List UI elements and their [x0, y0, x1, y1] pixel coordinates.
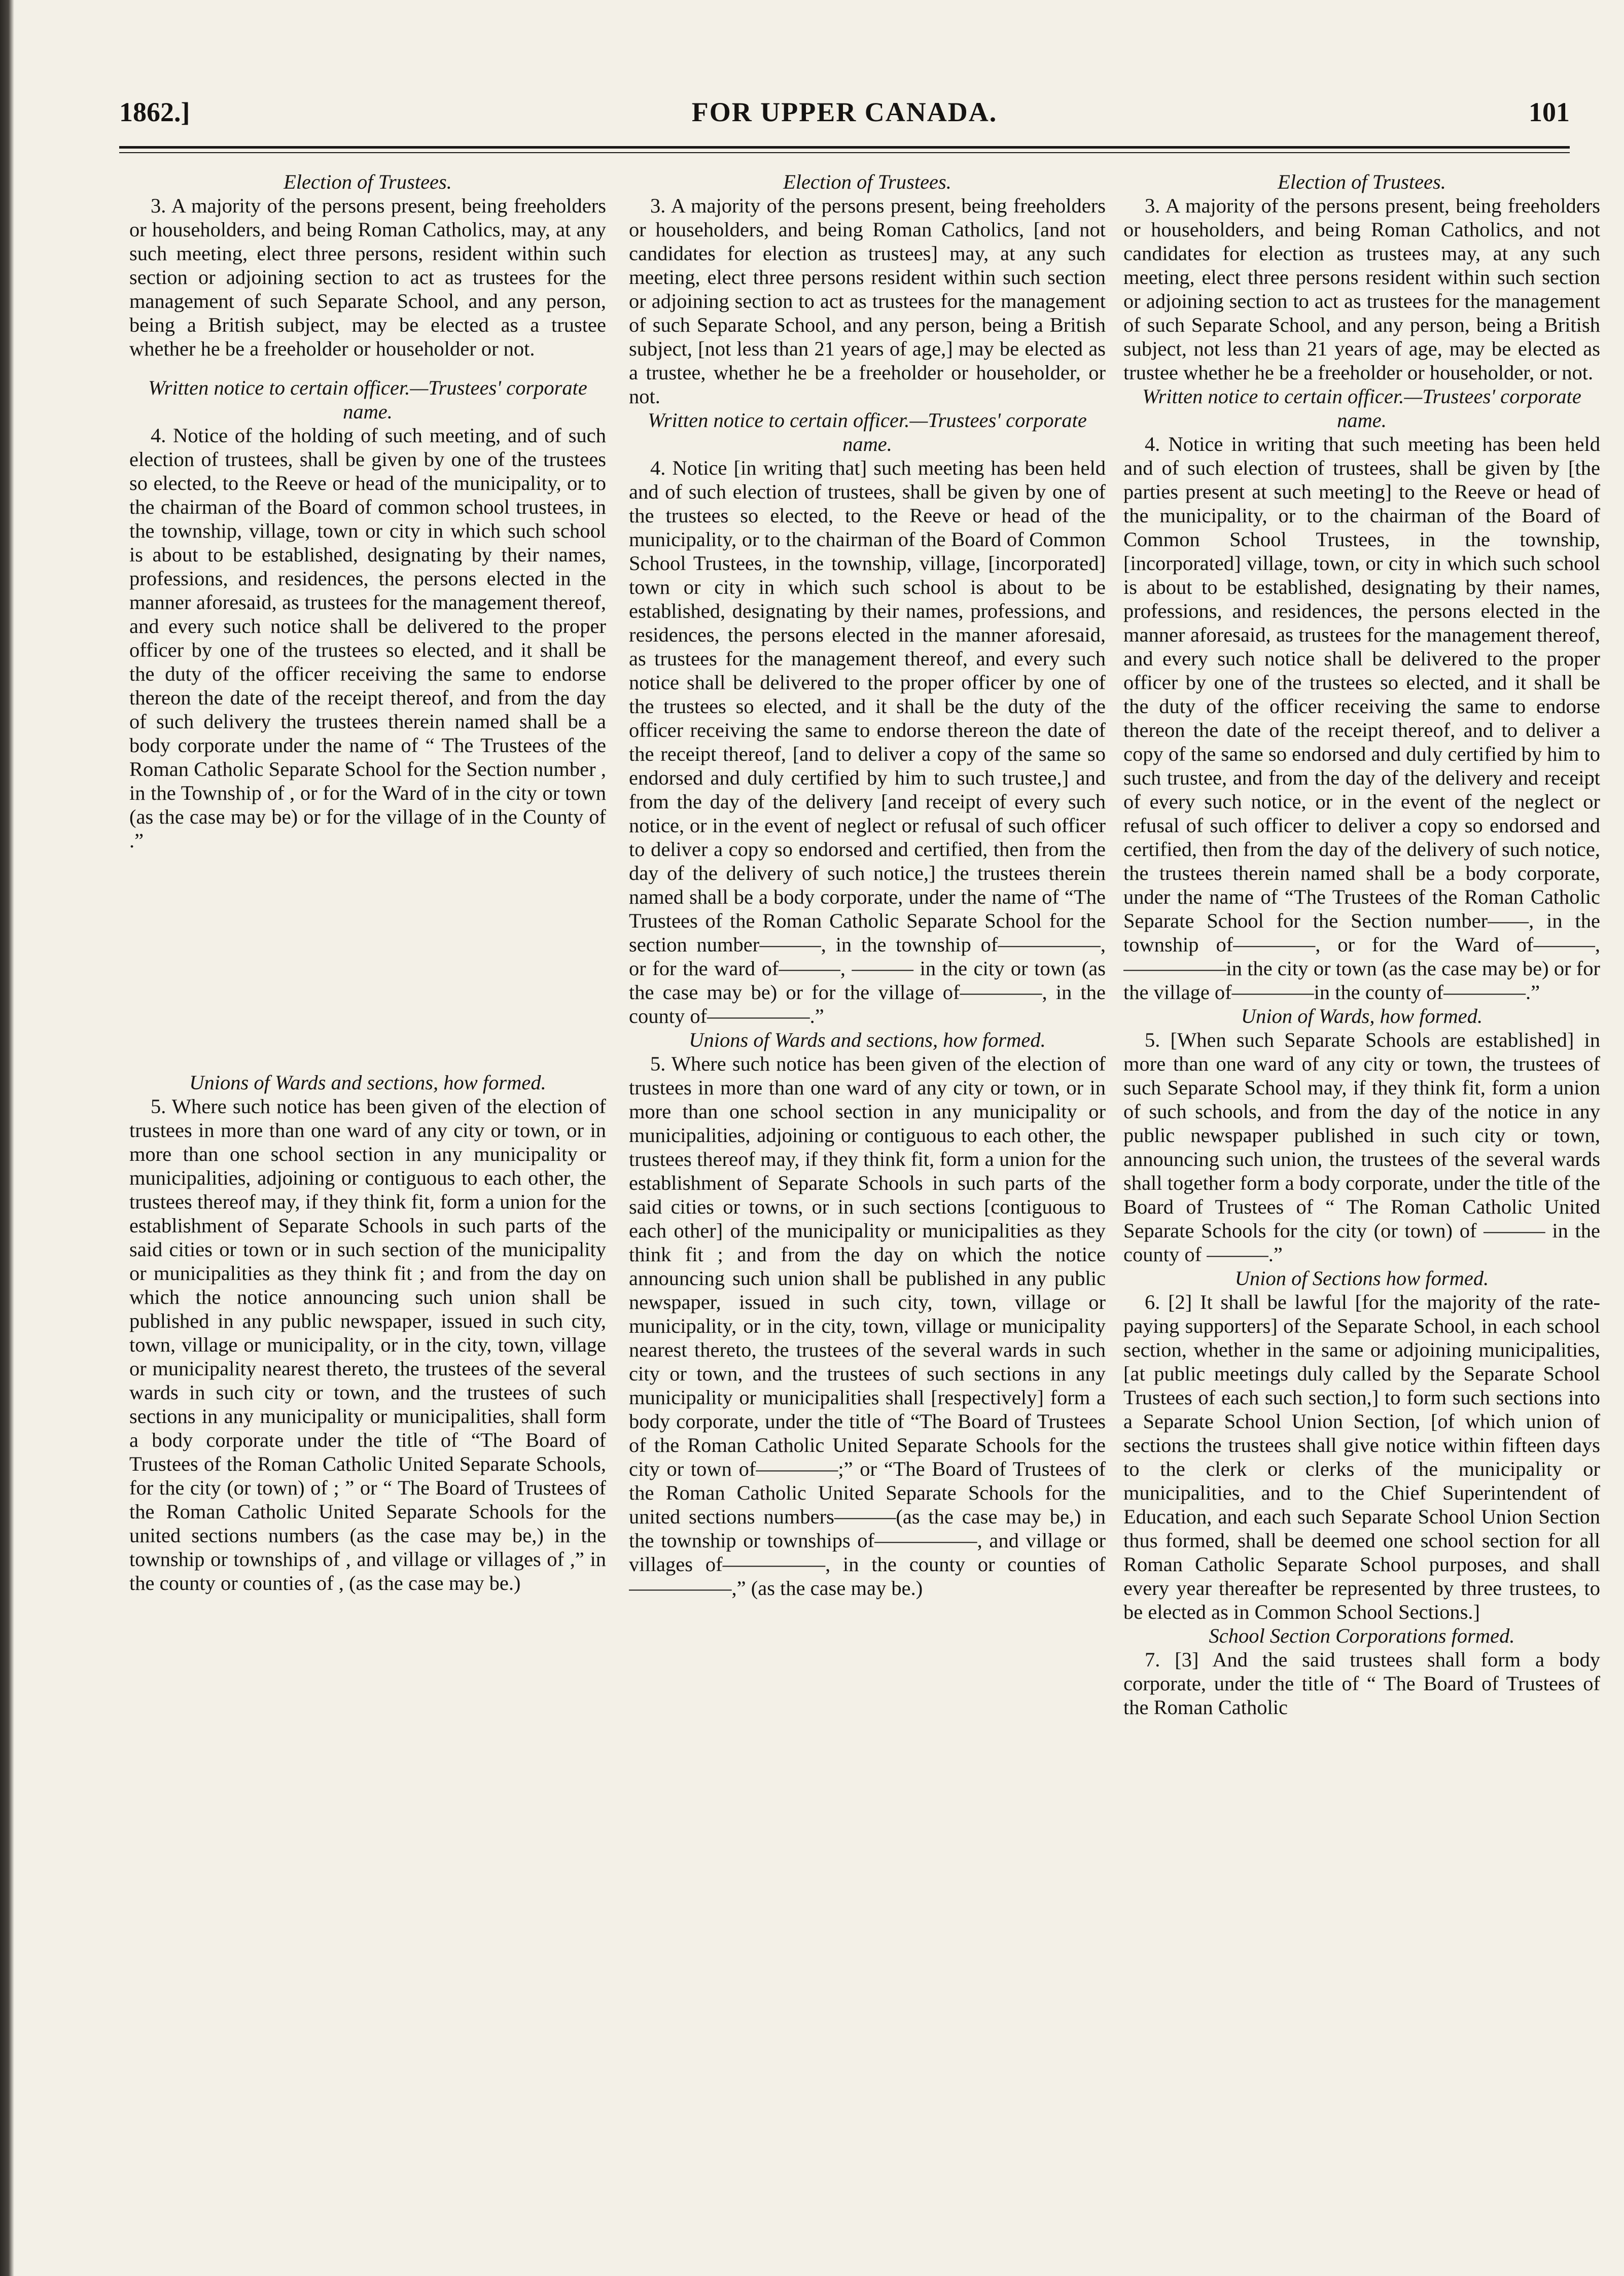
- section-5-text: 5. Where such notice has been given of the election of trustees in more than one ward of any city or town, or in more than one school section in any municipality or municipalities, adjoining or contiguous to each other, the trustees thereof may, if they think fit, form a union for the establishment of Separate Schools in such parts of the said cities or towns, or in such sections [contiguous to each other] of the municipality or municipalities as they think fit ; and from the day on which the notice announcing such union shall be published in any public newspaper, issued in such city, town, village or municipality, or in the city, town, village or municipality nearest thereto, the trustees of the several wards in such city or town, and the trustees of such sections in any municipality or municipalities shall [respectively] form a body corporate, under the title of “The Board of Trustees of the Roman Catholic United Separate Schools for the city or town of————;” or “The Board of Trustees of the Roman Catholic United Separate Schools for the united sections numbers———(as the case may be,) in the township or townships of—————, and village or villages of—————, in the county or counties of—————,” (as the case may be.): [629, 1052, 1106, 1599]
- heading-union-of-wards: Union of Wards, how formed.: [1241, 1005, 1483, 1027]
- heading-election-of-trustees: Election of Trustees.: [783, 170, 951, 193]
- section-3-text: 3. A majority of the persons present, being freeholders or householders, and being Roman Catholics, [and not candidates for election as trustees] may, at any such meeting, elect three persons resident within such section or adjoining section to act as trustees for the management of such Separate School, and any person, being a British subject, [not less than 21 years of age,] may be elected as a trustee, whether he be a freeholder or householder, or not.: [629, 194, 1106, 408]
- header-rule-thick: [119, 146, 1570, 149]
- section-4-text: 4. Notice [in writing that] such meeting has been held and of such election of trustees, shall be given by one of the trustees so elected, to the Reeve or head of the municipality, or to the chairman of the Board of Common School Trustees, in the township, village, [incorporated] town or city in which such school is about to be established, designating by their names, professions, and residences, the persons elected in the manner aforesaid, as trustees for the management thereof, and every such notice shall be delivered to the proper officer by one of the trustees so elected, and it shall be the duty of the officer receiving the same to endorse thereon the date of the receipt thereof, [and to deliver a copy of the same so endorsed and duly certified by him to such trustee,] and from the day of the delivery [and receipt of every such notice, or in the event of neglect or refusal of such officer to deliver a copy so endorsed and certified, then from the day of the delivery of such notice,] the trustees therein named shall be a body corporate, under the name of “The Trustees of the Roman Catholic Separate School for the section number———, in the township of—————, or for the ward of———, ——— in the city or town (as the case may be) or for the village of————, in the county of—————.”: [629, 456, 1106, 1027]
- section-6-text: 6. [2] It shall be lawful [for the majority of the rate-paying supporters] of the Separate School, in each school section, whether in the same or adjoining municipalities, [at public meetings duly called by the Separate School Trustees of each such section,] to form such sections into a Separate School Union Section, [of which union of sections the trustees shall give notice within fifteen days to the clerk or clerks of the municipality or municipalities, and to the Chief Superintendent of Education, and each such Separate School Union Section thus formed, shall be deemed one school section for all Roman Catholic Separate School purposes, and shall every year thereafter be represented by three trustees, to be elected as in Common School Sections.]: [1123, 1291, 1600, 1623]
- header-title: FOR UPPER CANADA.: [691, 97, 998, 127]
- heading-unions-of-wards: Unions of Wards and sections, how formed.: [189, 1071, 546, 1094]
- section-4-text: 4. Notice of the holding of such meeting, and of such election of trustees, shall be given by one of the trustees so elected, to the Reeve or head of the municipality, or to the chairman of the Board of common school trustees, in the township, village, town or city in which such school is about to be established, designating by their names, professions, and residences, the persons elected in the manner aforesaid, as trustees for the management thereof, and every such notice shall be delivered to the proper officer by one of the trustees so elected, and it shall be the duty of the officer receiving the same to endorse thereon the date of the receipt thereof, and from the day of such delivery the trustees therein named shall be a body corporate under the name of “ The Trustees of the Roman Catholic Separate School for the Section number , in the Township of , or for the Ward of in the city or town (as the case may be) or for the village of in the County of .”: [129, 424, 606, 852]
- heading-written-notice: Written notice to certain officer.—Trustees' corporate name.: [648, 409, 1087, 455]
- column-right: [1123, 170, 1600, 2249]
- section-7-text: 7. [3] And the said trustees shall form a body corporate, under the title of “ The Board of Trustees of the Roman Catholic: [1123, 1648, 1600, 1719]
- book-spine-shadow: [0, 0, 14, 2276]
- header-year: 1862.]: [119, 97, 190, 127]
- heading-school-section-corporations: School Section Corporations formed.: [1209, 1624, 1515, 1647]
- section-3-text: 3. A majority of the persons present, being freeholders or householders, and being Roman Catholics, and not candidates for election as trustees may, at any such meeting, elect three persons resident within such section or adjoining section to act as trustees for the management of such Separate School, and any person, being a British subject, not less than 21 years of age, may be elected as trustee whether he be a freeholder or householder, or not.: [1123, 194, 1600, 384]
- page-number: 101: [1529, 97, 1570, 127]
- section-3-text: 3. A majority of the persons present, being freeholders or householders, and being Roman Catholics, may, at any such meeting, elect three persons, resident within such section or adjoining section to act as trustees for the management of such Separate School, and any person, being a British subject, may be elected as a trustee whether he be a freeholder or householder or not.: [129, 194, 606, 360]
- heading-election-of-trustees: Election of Trustees.: [284, 170, 452, 193]
- heading-written-notice: Written notice to certain officer.—Trustees' corporate name.: [148, 376, 587, 423]
- section-5-text: 5. Where such notice has been given of the election of trustees in more than one ward of any city or town, or in more than one school section in any municipality or municipalities, adjoining or contiguous to each other, the trustees thereof may, if they think fit, form a union for the establishment of Separate Schools in such parts of the said cities or town or in such section of the municipality or municipalities as they think fit ; and from the day on which the notice announcing such union shall be published in any public newspaper, issued in such city, town, village or municipality, or in the city, town, village or municipality nearest thereto, the trustees of the several wards in such city or town, and the trustees of such sections in any municipality or municipalities, shall form a body corporate under the title of “The Board of Trustees of the Roman Catholic United Separate Schools, for the city (or town) of ; ” or “ The Board of Trustees of the Roman Catholic United Separate Schools for the united sections numbers (as the case may be,) in the township or townships of , and village or villages of ,” in the county or counties of , (as the case may be.): [129, 1095, 606, 1594]
- heading-unions-of-wards: Unions of Wards and sections, how formed.: [689, 1028, 1046, 1051]
- running-header: [119, 91, 1570, 137]
- column-left: [129, 170, 606, 2249]
- heading-election-of-trustees: Election of Trustees.: [1278, 170, 1446, 193]
- section-5-text: 5. [When such Separate Schools are established] in more than one ward of any city or town, the trustees of such Separate School may, if they think fit, form a union of such schools, and from the day of the notice in any public newspaper published in such city or town, announcing such union, the trustees of the several wards shall together form a body corporate, under the title of the Board of Trustees of “ The Roman Catholic United Separate Schools for the city (or town) of ——— in the county of ———.”: [1123, 1028, 1600, 1266]
- section-4-text: 4. Notice in writing that such meeting has been held and of such election of trustees, shall be given by [the parties present at such meeting] to the Reeve or head of the municipality, or to the chairman of the Board of Common School Trustees, in the township, [incorporated] village, town, or city in which such school is about to be established, designating by their names, professions, and residences, the persons elected in the manner aforesaid, as trustees for the management thereof, and every such notice shall be delivered to the proper officer by one of the trustees so elected, and it shall be the duty of the officer receiving the same to endorse thereon the date of the receipt thereof, and to deliver a copy of the same so endorsed and duly certified by him to such trustee, and from the day of the delivery and receipt of every such notice, or in the event of the neglect or refusal of such officer to deliver a copy so endorsed and certified, then from the day of the delivery of such notice, the trustees therein named shall be a body corporate, under the name of “The Trustees of the Roman Catholic Separate School for the Section number——, in the township of————, or for the Ward of———, —————in the city or town (as the case may be) or for the village of————in the county of————.”: [1123, 433, 1600, 1004]
- heading-union-of-sections: Union of Sections how formed.: [1234, 1267, 1489, 1290]
- column-middle: [629, 170, 1106, 2249]
- heading-written-notice: Written notice to certain officer.—Trustees' corporate name.: [1142, 385, 1581, 432]
- header-rule-thin: [119, 152, 1570, 153]
